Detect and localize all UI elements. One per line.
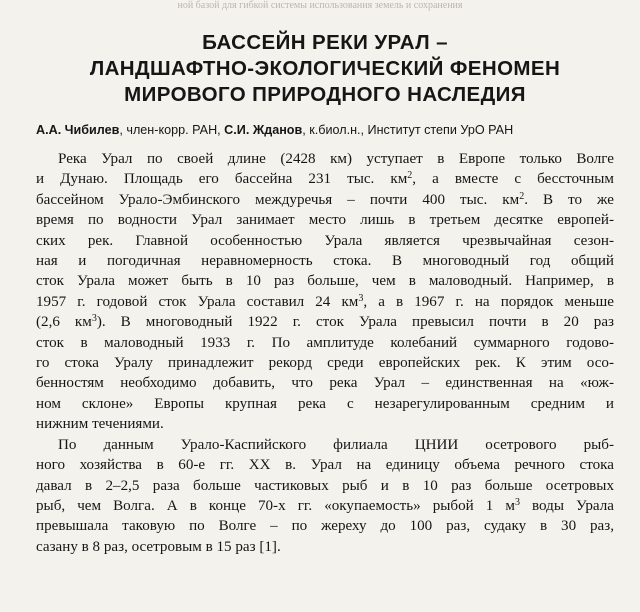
body-line: сазану в 8 раз, осетровым в 15 раз [1]. bbox=[36, 538, 281, 555]
body-line: сток Урала может быть в 10 раз больше, чем в маловодный. Например, в bbox=[36, 273, 614, 290]
body-line: превышала таковую по Волге – по жереху до 100 раз, судаку в 30 раз, bbox=[36, 518, 614, 535]
body-line: Река Урал по своей длине (2428 км) уступает в Европе только Волге bbox=[58, 151, 614, 167]
body-text: ). В многоводный 1922 г. сток Урала превысил почти в 20 раз bbox=[96, 314, 614, 331]
article bbox=[36, 30, 614, 557]
superscript: 2 bbox=[407, 170, 413, 182]
body-text: бассейном Урало-Эмбинского междуречья – почти 400 тыс. км bbox=[36, 191, 520, 208]
body-line: нижним течениями. bbox=[36, 416, 164, 433]
body-line bbox=[36, 190, 614, 210]
body-text: , а вместе с бессточным bbox=[412, 171, 614, 188]
authors-line bbox=[36, 122, 614, 138]
body-text: (2,6 км bbox=[36, 314, 92, 331]
body-line: ная и погодичная неравномерность стока. В многоводный год общий bbox=[36, 253, 614, 270]
body-line: го стока Уралу принадлежит рекорд среди европейских рек. К этим осо- bbox=[36, 355, 614, 372]
body-line: время по водности Урал занимает место лишь в третьем десятке европей- bbox=[36, 212, 614, 229]
title-line-3: МИРОВОГО ПРИРОДНОГО НАСЛЕДИЯ bbox=[124, 83, 526, 106]
body-text: и Дунаю. Площадь его бассейна 231 тыс. км bbox=[36, 171, 408, 188]
author-2-role: , к.биол.н., Институт степи УрО РАН bbox=[302, 123, 514, 137]
title-line-2: ЛАНДШАФТНО-ЭКОЛОГИЧЕСКИЙ ФЕНОМЕН bbox=[89, 57, 561, 80]
superscript: 3 bbox=[91, 313, 97, 325]
superscript: 2 bbox=[519, 190, 525, 202]
body-line bbox=[36, 312, 614, 332]
body-line: бенностям необходимо добавить, что река Урал – единственная на «юж- bbox=[36, 375, 614, 392]
body-line: ном склоне» Европы крупная река с незарегулированным средним и bbox=[36, 395, 614, 412]
body-line bbox=[36, 292, 614, 312]
author-1-name: А.А. Чибилев bbox=[36, 123, 120, 137]
body-line bbox=[36, 496, 614, 516]
title-line-1: БАССЕЙН РЕКИ УРАЛ – bbox=[202, 31, 448, 54]
body-text: 1957 г. годовой сток Урала составил 24 км bbox=[36, 293, 359, 310]
body-text: рыб, чем Волга. А в конце 70-х гг. «окупаемость» рыбой 1 м bbox=[36, 497, 515, 514]
body-line: сток в маловодный 1933 г. По амплитуде колебаний суммарного годово- bbox=[36, 334, 614, 351]
paragraph-1 bbox=[36, 149, 614, 435]
body-line: ного хозяйства в 60-е гг. XX в. Урал на единицу объема речного стока bbox=[36, 457, 614, 474]
superscript: 3 bbox=[514, 496, 520, 508]
bleed-through-text: ной базой для гибкой системы использования земель и сохранения bbox=[177, 0, 463, 11]
body-text: воды Урала bbox=[519, 497, 614, 514]
paragraph-2 bbox=[36, 435, 614, 557]
body-text: . В то же bbox=[524, 191, 614, 208]
article-body bbox=[36, 149, 614, 557]
body-line: давал в 2–2,5 раза больше частиковых рыб и в 10 раз больше осетровых bbox=[36, 477, 614, 494]
author-1-role: , член-корр. РАН, bbox=[119, 123, 225, 137]
author-2-name: С.И. Жданов bbox=[224, 123, 303, 137]
superscript: 3 bbox=[358, 292, 364, 304]
body-line: По данным Урало-Каспийского филиала ЦНИИ осетрового рыб- bbox=[58, 436, 614, 453]
body-line bbox=[36, 169, 614, 189]
article-title bbox=[36, 30, 614, 108]
body-text: , а в 1967 г. на порядок меньше bbox=[363, 293, 614, 310]
body-line: ских рек. Главной особенностью Урала является чрезвычайная сезон- bbox=[36, 232, 614, 249]
